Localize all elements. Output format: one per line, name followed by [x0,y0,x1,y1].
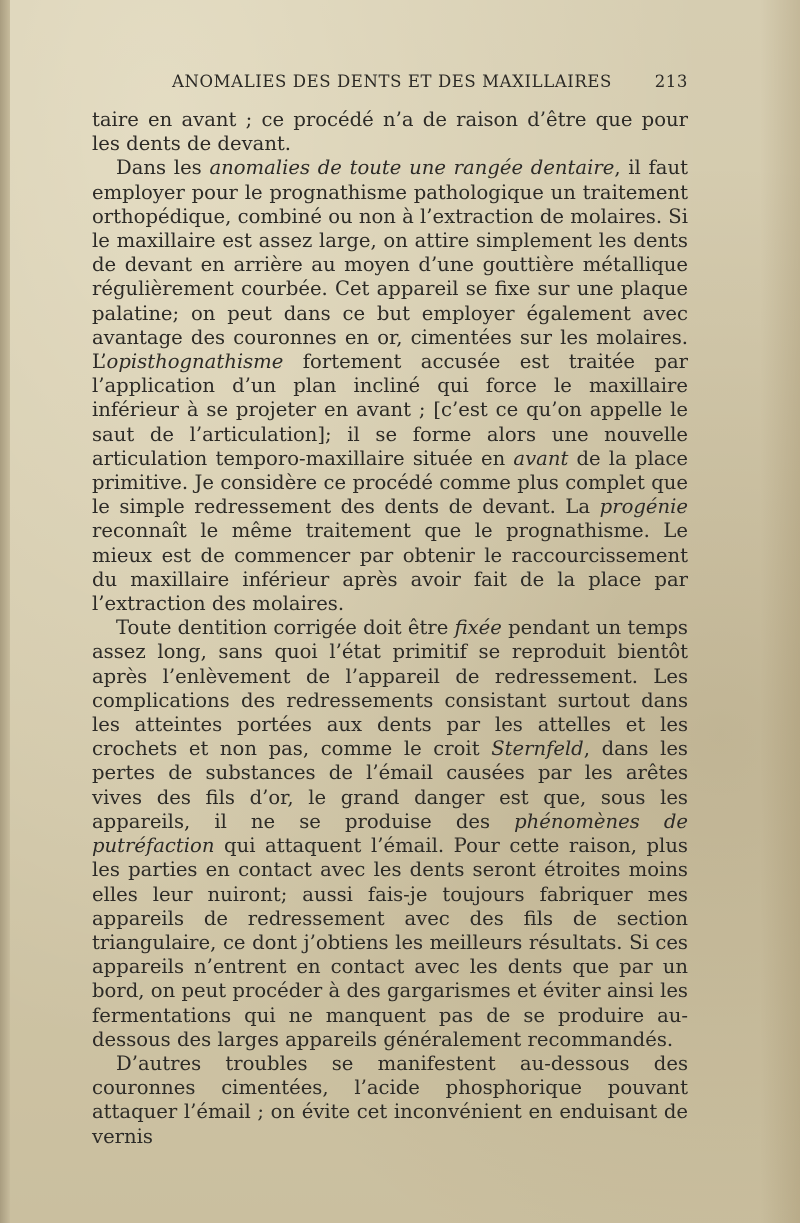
text-run: reconnaît le même traitement que le prognathisme. Le mieux est de commencer par obtenir le raccourcissement du maxillaire inférieur après avoir fait de la place par l’extraction des molaires. [92,519,688,616]
italic-term: avant [513,446,569,470]
paragraph-p2 [92,156,688,616]
running-header [92,72,688,98]
italic-term: fixée [454,616,502,640]
italic-term: progénie [599,495,688,519]
page-number: 213 [654,72,688,91]
text-run: Dans les [116,156,210,180]
body-text [92,108,688,1149]
italic-term: Sternfeld [491,737,584,761]
paragraph-p3 [92,616,688,1052]
page-right-shadow [760,0,800,1223]
italic-term: anomalies de toute une rangée dentaire [209,156,615,180]
text-run: fortement accusée est traitée par l’application d’un plan incliné qui force le maxillaire inférieur à se projeter en avant ; [c’est ce qu’on appelle le saut de l’articulation]; il se forme alors une nouvelle articulation temporo-maxillaire située en [92,350,688,470]
paragraph-p4 [92,1052,688,1149]
text-run: qui attaquent l’émail. Pour cette raison, plus les parties en contact avec les dents seront étroites moins elles leur nuiront; aussi fais-je toujours fabriquer mes appareils de redressement avec des fils de section triangulaire, ce dont j’obtiens les meilleurs résultats. Si ces appareils n’entrent en contact avec les dents que par un bord, on peut procéder à des gargarismes et éviter ainsi les fermentations qui ne manquent pas de se produire au-dessous des larges appareils généralement recommandés. [92,834,688,1051]
text-run: , dans les pertes de substances de l’émail causées par les arêtes vives des fils d’or, le grand danger est que, sous les appareils, il ne se produise des [92,737,688,833]
text-run: pendant un temps assez long, sans quoi l’état primitif se reproduit bientôt après l’enlèvement de l’appareil de redressement. Les complications des redressements consistant surtout dans les atteintes portées aux dents par les attelles et les crochets et non pas, comme le croit [92,616,688,761]
page-binding-edge [0,0,10,1223]
text-run: taire en avant ; ce procédé n’a de raison d’être que pour les dents de devant. [92,108,688,156]
paragraph-p1 [92,108,688,156]
italic-term: opisthognathisme [106,350,284,374]
running-header-title: ANOMALIES DES DENTS ET DES MAXILLAIRES [172,72,612,91]
text-run: , il faut employer pour le prognathisme pathologique un traitement orthopédique, combiné ou non à l’extraction de molaires. Si le maxillaire est assez large, on attire simplement les dents de devant en arrière au moyen d’une gouttière métallique régulièrement courbée. Cet appareil se fixe sur une plaque palatine; on peut dans ce but employer également avec avantage des couronnes en or, cimentées sur les molaires. L’ [92,156,688,374]
text-run: Toute dentition corrigée doit être [116,616,455,640]
text-run: de la place primitive. Je considère ce procédé comme plus complet que le simple redressement des dents de devant. La [92,446,688,519]
italic-term: phénomènes de putréfaction [92,809,688,858]
text-run: D’autres troubles se manifestent au-dessous des couronnes cimentées, l’acide phosphorique pouvant attaquer l’émail ; on évite cet inconvénient en enduisant de vernis [92,1051,688,1148]
